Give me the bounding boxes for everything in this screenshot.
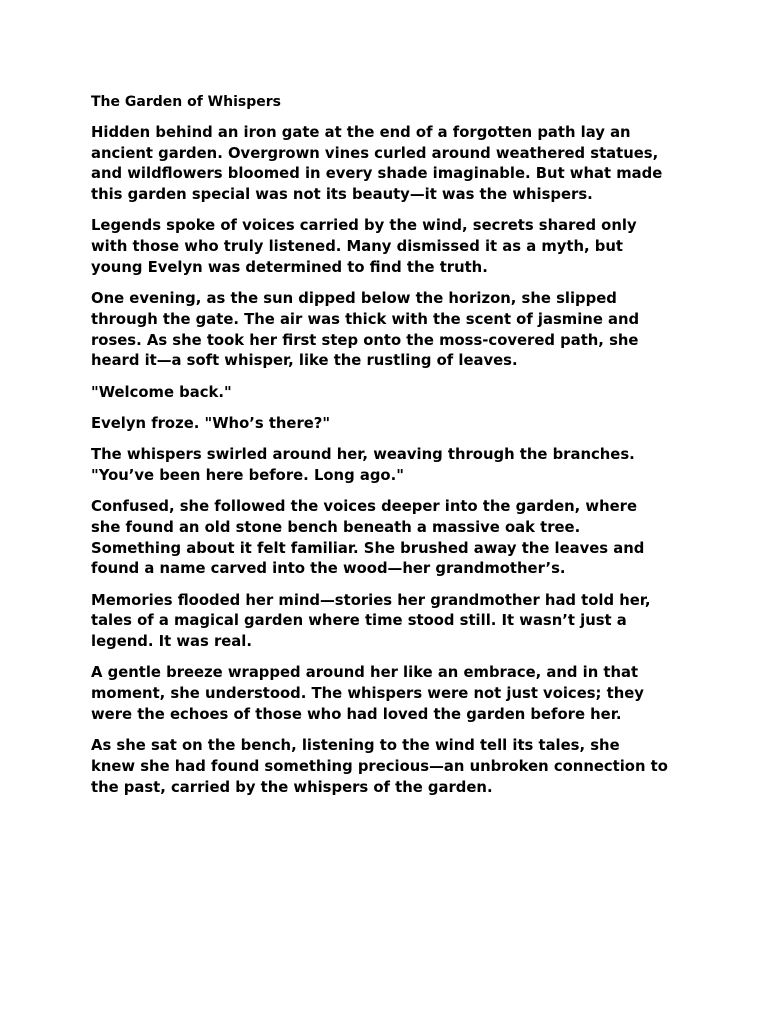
paragraph-3: One evening, as the sun dipped below the horizon, she slipped through the gate. The air was thick with the scent of jasmine and roses. As she took her first step onto the moss-covered path, she heard it—a soft whisper, like the rustling of leaves. (91, 290, 640, 370)
paragraph-2: Legends spoke of voices carried by the wind, secrets shared only with those who truly listened. Many dismissed it as a myth, but young Evelyn was determined to find the truth. (91, 217, 637, 276)
paragraph-10: As she sat on the bench, listening to the wind tell its tales, she knew she had found something precious—an unbroken connection to the past, carried by the whispers of the garden. (91, 737, 668, 796)
document-page (91, 92, 691, 809)
paragraph-1: Hidden behind an iron gate at the end of a forgotten path lay an ancient garden. Overgrown vines curled around weathered statues, and wildflowers bloomed in every shade imaginable. But what made this garden special was not its beauty—it was the whispers. (91, 123, 663, 204)
paragraph-7: Confused, she followed the voices deeper into the garden, where she found an old stone bench beneath a massive oak tree. Something about it felt familiar. She brushed away the leaves and found a name carved into the wood—her grandmother’s. (91, 498, 645, 578)
paragraph-4: "Welcome back." (91, 383, 232, 401)
paragraph-6: The whispers swirled around her, weaving through the branches. "You’ve been here before. Long ago." (91, 446, 635, 484)
paragraph-5: Evelyn froze. "Who’s there?" (91, 414, 331, 432)
paragraph-9: A gentle breeze wrapped around her like an embrace, and in that moment, she understood. The whispers were not just voices; they were the echoes of those who had loved the garden before her. (91, 664, 644, 723)
paragraph-8: Memories flooded her mind—stories her grandmother had told her, tales of a magical garden where time stood still. It wasn’t just a legend. It was real. (91, 591, 651, 651)
document-title: The Garden of Whispers (91, 94, 281, 110)
